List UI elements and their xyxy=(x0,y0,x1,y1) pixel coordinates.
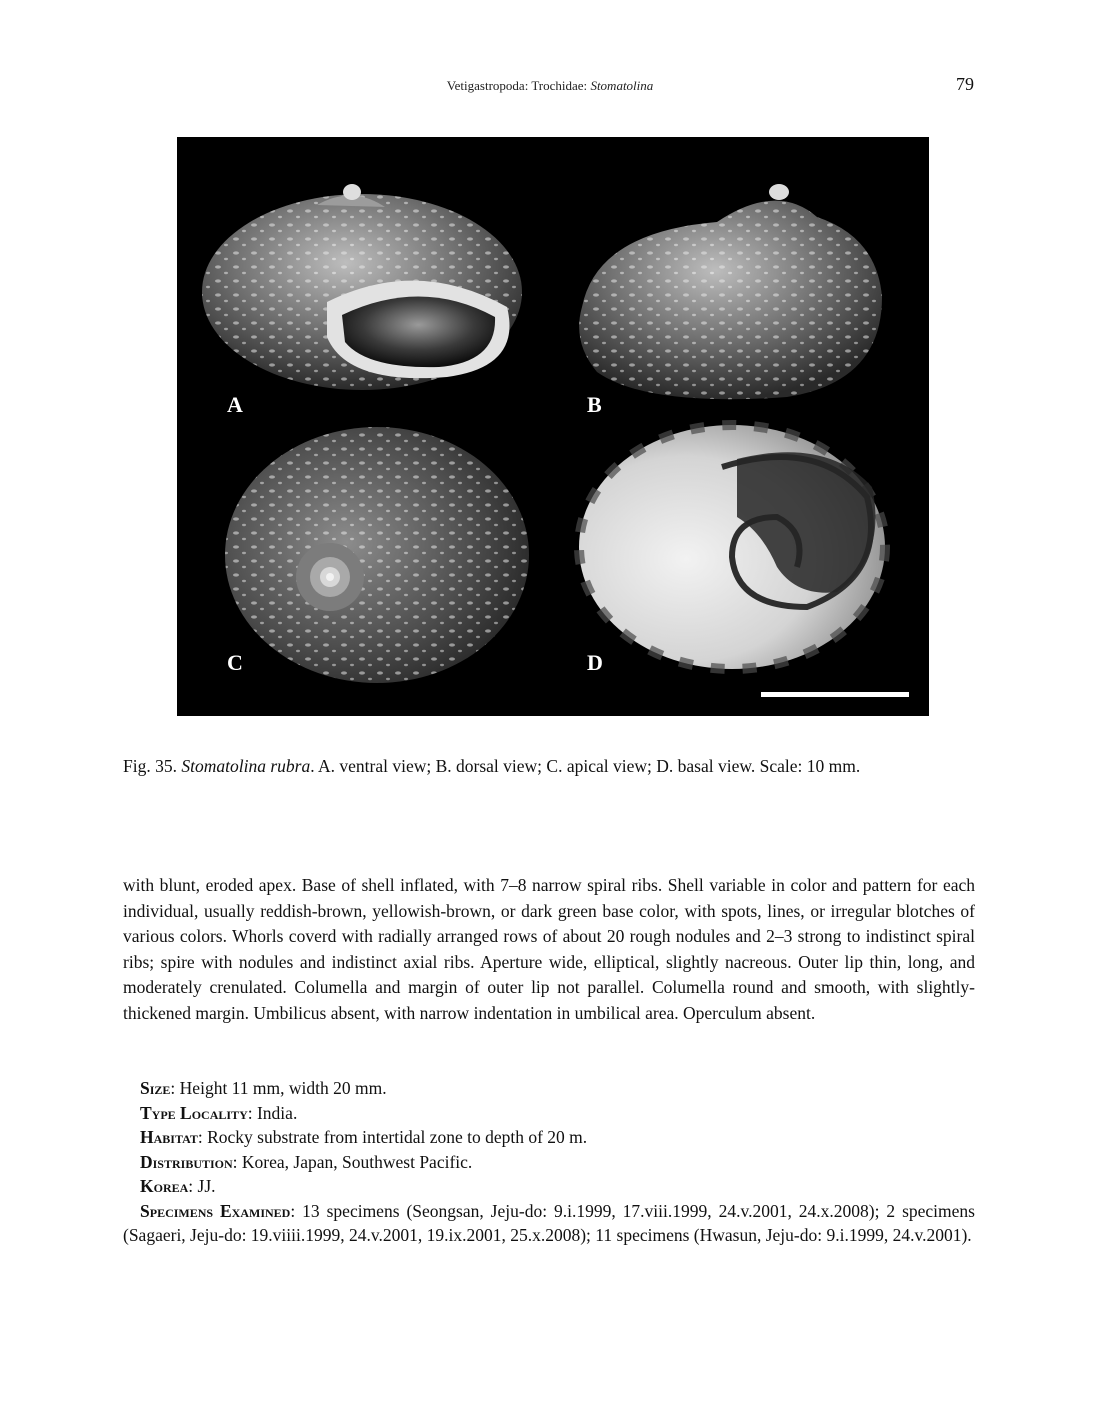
field-type-locality: Type Locality: India. xyxy=(140,1102,298,1123)
field-label: Size xyxy=(140,1078,171,1098)
running-title-prefix: Vetigastropoda: Trochidae: xyxy=(446,78,591,93)
shell-apical-view xyxy=(225,427,529,683)
field-label: Korea xyxy=(140,1176,189,1196)
scale-bar xyxy=(761,692,909,697)
field-value: JJ. xyxy=(197,1176,216,1196)
field-label: Type Locality xyxy=(140,1102,248,1123)
field-label: Habitat xyxy=(140,1127,198,1147)
field-value: India. xyxy=(256,1102,298,1123)
panel-label-b: B xyxy=(587,392,602,417)
field-value: Korea, Japan, Southwest Pacific. xyxy=(241,1151,473,1172)
field-label: Specimens Examined xyxy=(140,1200,291,1221)
shell-basal-view xyxy=(579,425,885,669)
field-korea: Korea: JJ. xyxy=(140,1176,216,1196)
field-size: Size: Height 11 mm, width 20 mm. xyxy=(140,1078,387,1098)
page-number: 79 xyxy=(956,74,974,94)
field-value: Height 11 mm, width 20 mm. xyxy=(179,1078,387,1098)
caption-text: . A. ventral view; B. dorsal view; C. apical view; D. basal view. Scale: 10 mm. xyxy=(310,756,861,776)
field-value: 13 specimens (Seongsan, Jeju-do: 9.i.1999, 17.viii.1999, 24.v.2001, 24.x.2008); 2 specimens (Sagaeri, Jeju-do: 19.viiii.1999, 24.v.2001, 19.ix.2001, 25.x.2008); 11 specimens (Hwasun, Jeju-do: 9.i.1999, 24.v.2001). xyxy=(123,1200,975,1245)
shell-photographs xyxy=(177,137,929,716)
species-fields xyxy=(123,1076,975,1248)
field-value: Rocky substrate from intertidal zone to depth of 20 m. xyxy=(207,1127,588,1147)
panel-label-d: D xyxy=(587,650,603,675)
panel-label-c: C xyxy=(227,650,243,675)
figure-35 xyxy=(177,137,929,716)
field-distribution: Distribution: Korea, Japan, Southwest Pacific. xyxy=(140,1151,473,1172)
running-title-genus: Stomatolina xyxy=(590,78,654,93)
panel-label-a: A xyxy=(227,392,243,417)
running-head xyxy=(0,78,1100,94)
caption-species: Stomatolina rubra xyxy=(181,756,311,776)
shell-ventral-view xyxy=(202,184,522,390)
field-label: Distribution xyxy=(140,1151,233,1172)
field-specimens-examined: Specimens Examined: 13 specimens (Seongsan, Jeju-do: 9.i.1999, 17.viii.1999, 24.v.2001, 24.x.2008); 2 specimens (Sagaeri, Jeju-do: 19.viiii.1999, 24.v.2001, 19.ix.2001, 25.x.2008); 11 specimens (Hwasun, Jeju-do: 9.i.1999, 24.v.2001). xyxy=(123,1200,975,1245)
caption-label: Fig. 35. xyxy=(123,756,177,776)
description-paragraph: with blunt, eroded apex. Base of shell inflated, with 7–8 narrow spiral ribs. Shell variable in color and pattern for each individual, usually reddish-brown, yellowish-brown, or dark green base color, with spots, lines, or irregular blotches of various colors. Whorls coverd with radially arranged rows of about 20 rough nodules and 2–3 strong to indistinct spiral ribs; spire with nodules and indistinct axial ribs. Aperture wide, elliptical, slightly nacreous. Outer lip thin, long, and moderately crenulated. Columella and margin of outer lip not parallel. Columella round and smooth, with slightly-thickened margin. Umbilicus absent, with narrow indentation in umbilical area. Operculum absent. xyxy=(123,875,975,1023)
field-habitat: Habitat: Rocky substrate from intertidal zone to depth of 20 m. xyxy=(140,1127,588,1147)
figure-caption xyxy=(123,754,978,779)
shell-dorsal-view xyxy=(579,184,882,399)
